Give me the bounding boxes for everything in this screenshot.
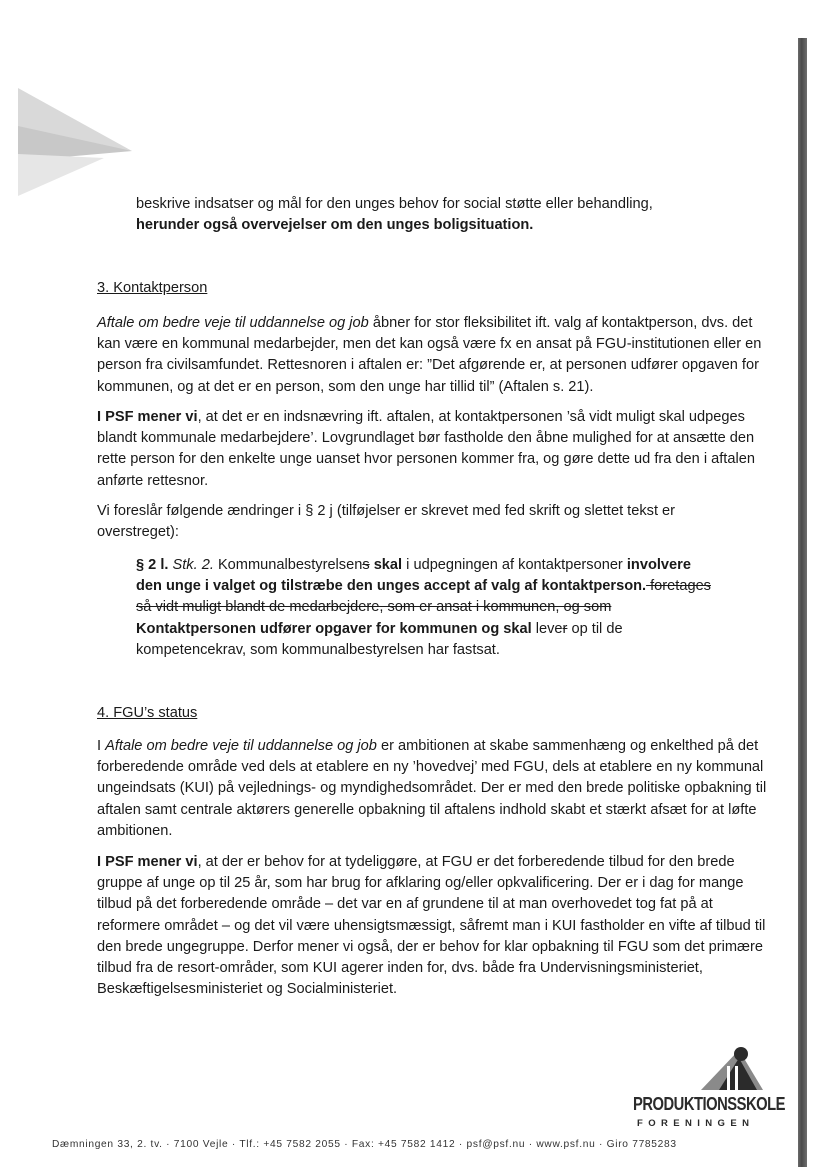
amendment-text: § 2 l. Stk. 2. Kommunalbestyrelsens skal i udpegningen af kontaktpersoner involvere den unge i valget og tilstræbe den unges accept af valg af kontaktperson. foretages så vidt muligt blandt de medarbejdere, som er ansat i kommunen, og som Kontaktpersonen udfører opgaver for kommunen og skal lever op til de kompetencekrav, som kommunalbestyrelsen har fastsat.	[136, 557, 711, 658]
scan-edge-bar	[798, 38, 807, 1167]
corner-wedge-icon	[14, 86, 136, 198]
logo-name: PRODUKTIONSSKOLE	[633, 1094, 786, 1114]
section-4-heading: 4. FGU’s status	[97, 705, 198, 721]
intro-text: beskrive indsatser og mål for den unges behov for social støtte eller behandling, herunder også overvejelser om den unges boligsituation.	[136, 196, 653, 234]
section-3-heading: 3. Kontaktperson	[97, 280, 208, 296]
section-4-paragraph-2: I PSF mener vi, at der er behov for at tydeliggøre, at FGU er det forberedende tilbud for den brede gruppe af unge op til 25 år, som har brug for afklaring og/eller opkvalificering. Der er i dag for mange tilbud på det forberedende område – det var en af grundene til at man overhovedet tog fat på at reformere området – og det vil være uhensigtsmæssigt, såfremt man i KUI fastholder en vifte af tilbud til den brede ungegruppe. Derfor mener vi også, der er behov for klar opbakning til FGU som det primære tilbud fra de resort-områder, som KUI agerer inden for, dvs. både fra Undervisningsministeriet, Beskæftigelsesministeriet og Socialministeriet.	[97, 854, 766, 998]
footer-address: Dæmningen 33, 2. tv. · 7100 Vejle · Tlf.: +45 7582 2055 · Fax: +45 7582 1412 · psf@psf.nu · www.psf.nu · Giro 7785283	[52, 1139, 677, 1150]
section-3-paragraph-3: Vi foreslår følgende ændringer i § 2 j (tilføjelser er skrevet med fed skrift og slettet tekst er overstreget):	[97, 503, 676, 541]
logo-subtitle: FORENINGEN	[637, 1118, 755, 1129]
section-3-paragraph-2: I PSF mener vi, at det er en indsnævring ift. aftalen, at kontaktpersonen ’så vidt muligt skal udpeges blandt kommunale medarbejdere’. Lovgrundlaget bør fastholde den åbne mulighed for at ansætte den rette person for den enkelte unge uanset hvor personen kommer fra, og gøre dette ud fra den i aftalen anførte rettesnor.	[97, 409, 755, 489]
section-4-paragraph-1: I Aftale om bedre veje til uddannelse og job er ambitionen at skabe sammenhæng og enkelthed på det forberedende område ved dels at etablere en ny ’hovedvej’ med FGU, dels at etablere en ny kommunal ungeindsats (KUI) på vejlednings- og myndighedsområdet. Der er med den brede politiske opbakning til aftalen samt centrale aktørers generelle opbakning til aftalens indhold skabt et stærkt afsæt for at løfte ambitionen.	[97, 738, 767, 839]
section-3-paragraph-1: Aftale om bedre veje til uddannelse og job åbner for stor fleksibilitet ift. valg af kontaktperson, dvs. det kan være en kommunal medarbejder, men det kan også være fx en ansat på FGU-institutionen eller en person fra civilsamfundet. Rettesnoren i aftalen er: ”Det afgørende er, at personen udfører opgaven for kommunen, og at det er en person, som den unge har tillid til” (Aftalen s. 21).	[97, 315, 762, 395]
footer-logo	[633, 1044, 786, 1142]
person-triangle-icon	[697, 1044, 767, 1092]
